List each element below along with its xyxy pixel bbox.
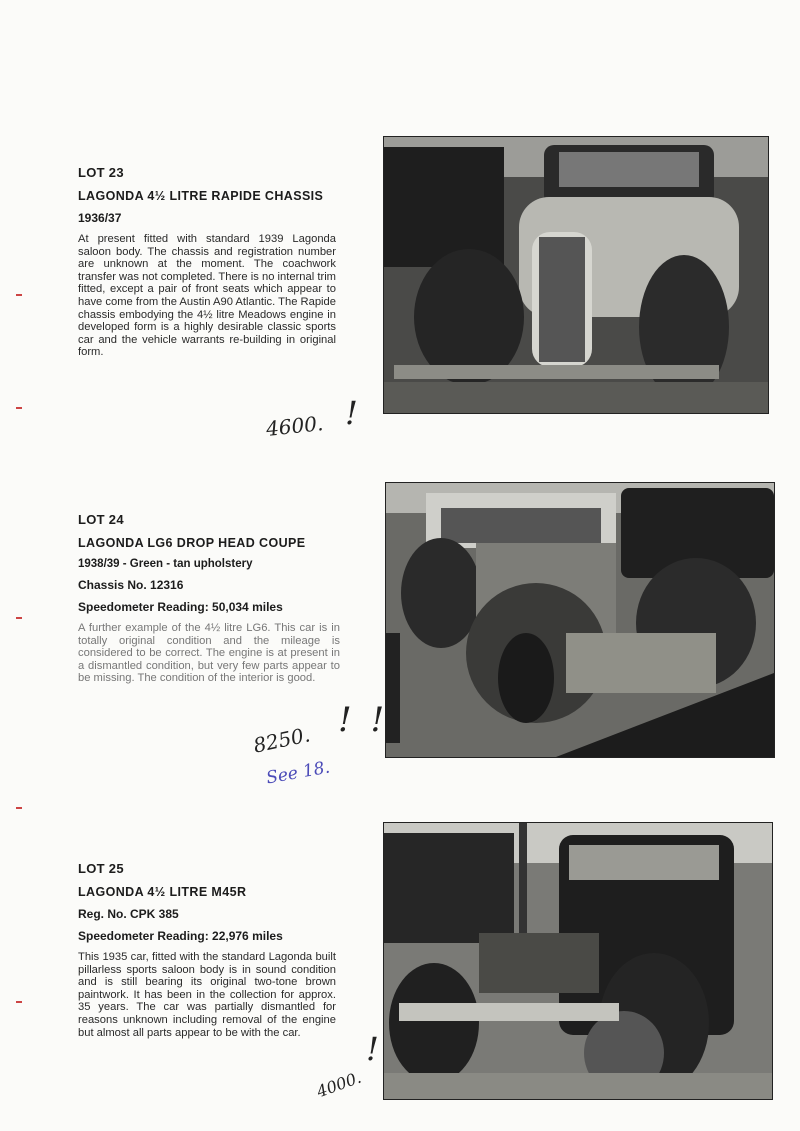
lot-number: LOT 25 [78,861,124,876]
margin-mark [16,617,22,619]
margin-mark [16,407,22,409]
lot-24 [78,512,340,685]
lot-number: LOT 23 [78,165,124,180]
handwritten-mark-lot-24: ! ! [338,700,389,740]
lot-chassis: Chassis No. 12316 [78,578,184,592]
lot-25 [78,861,336,1039]
margin-mark [16,807,22,809]
handwritten-price-lot-23: 4600. [264,411,325,441]
lot-speedometer: Speedometer Reading: 22,976 miles [78,929,283,943]
lot-title: LAGONDA LG6 DROP HEAD COUPE [78,536,306,550]
lot-title: LAGONDA 4½ LITRE M45R [78,885,247,899]
handwritten-reference-lot-24: See 18. [264,757,332,789]
margin-mark [16,1001,22,1003]
car-photo-lot-25 [383,822,773,1100]
margin-mark [16,294,22,296]
handwritten-mark-lot-25: ! [366,1030,379,1068]
lot-title: LAGONDA 4½ LITRE RAPIDE CHASSIS [78,189,324,203]
lot-description: A further example of the 4½ litre LG6. This car is in totally original condition and the mileage is considered to be correct. The engine is at present in a dismantled condition, but very few parts appear to be missing. The condition of the interior is good. [78,622,340,685]
lot-registration: Reg. No. CPK 385 [78,907,179,921]
lot-year-colour: 1938/39 - Green - tan upholstery [78,558,253,570]
car-photo-lot-23 [383,136,769,414]
handwritten-price-lot-25: 4000. [314,1067,364,1102]
lot-number: LOT 24 [78,512,124,527]
handwritten-price-lot-24: 8250. [251,722,313,758]
lot-23 [78,165,336,359]
car-photo-lot-24 [385,482,775,758]
lot-speedometer: Speedometer Reading: 50,034 miles [78,600,283,614]
lot-description: At present fitted with standard 1939 Lagonda saloon body. The chassis and registration number are unknown at the moment. The coachwork transfer was not completed. There is no internal trim fitted, except a pair of front seats which appear to have come from the Austin A90 Atlantic. The Rapide chassis embodying the 4½ litre Meadows engine in developed form is a highly desirable classic sports car and the vehicle warrants re-building in original form. [78,233,336,359]
lot-year: 1936/37 [78,211,122,225]
lot-description: This 1935 car, fitted with the standard Lagonda built pillarless sports saloon body is in sound condition and is still bearing its original two-tone brown paintwork. It has been in the collection for approx. 35 years. The car was partially dismantled for reasons unknown including removal of the engine but almost all parts appear to be with the car. [78,951,336,1039]
handwritten-mark-lot-23: ! [345,394,358,432]
